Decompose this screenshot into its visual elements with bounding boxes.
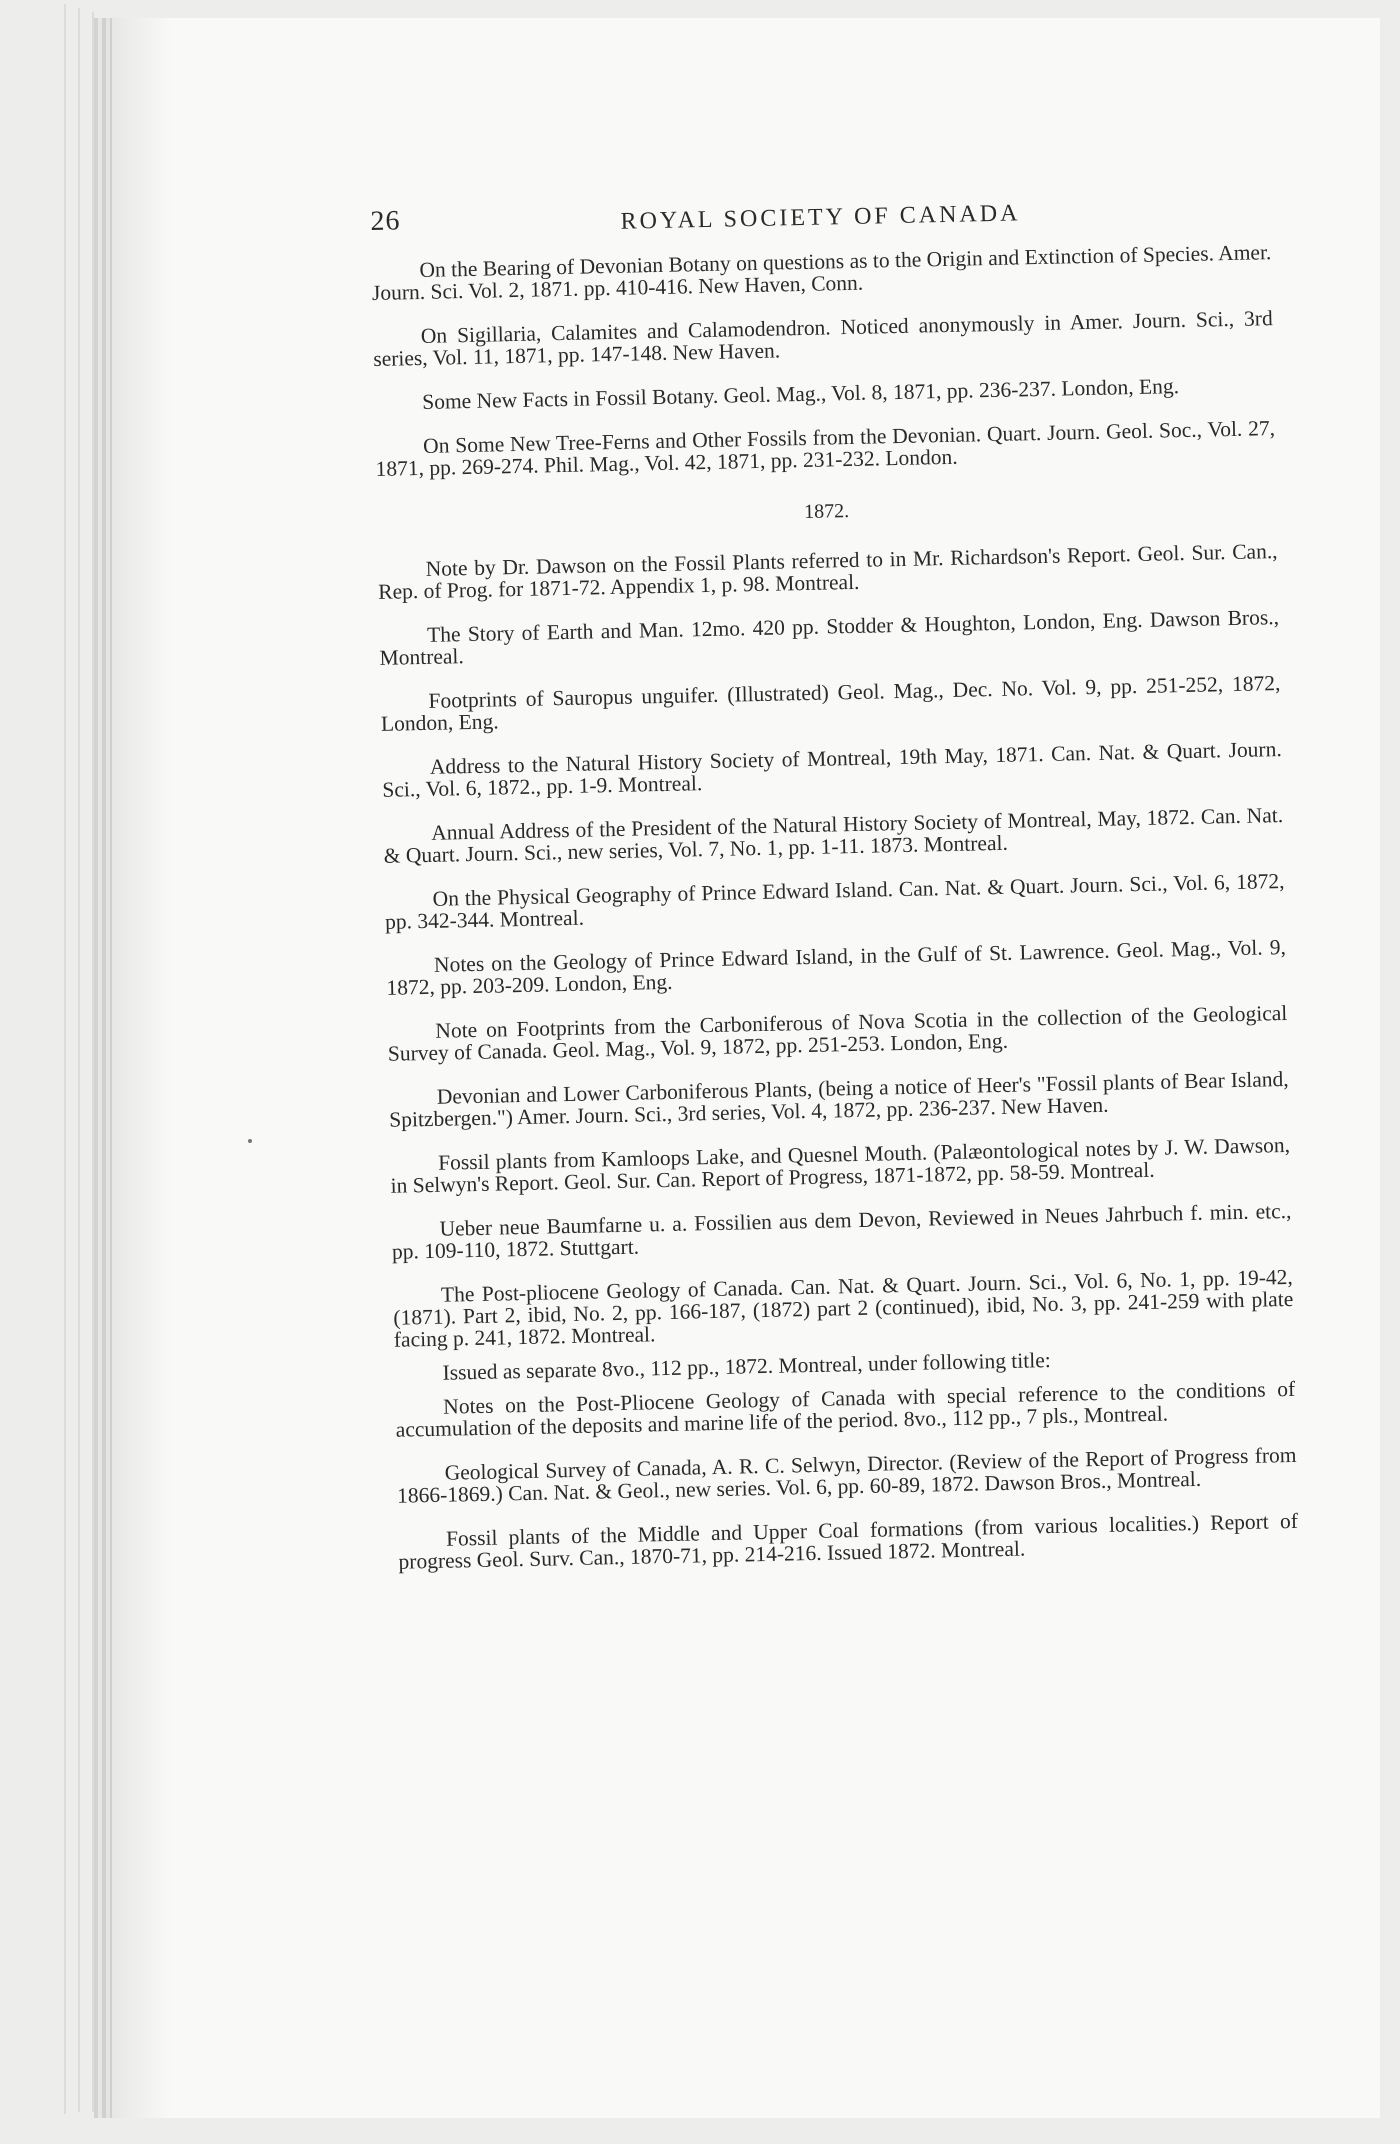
page-text [370,181,1299,1595]
bibliography-entry: Note by Dr. Dawson on the Fossil Plants referred to in Mr. Richardson's Report. Geol. Sur. Can., Rep. of Prog. for 1871-72. Appendix 1, p. 98. Montreal. [377,539,1278,604]
bibliography-entry: Note on Footprints from the Carboniferous of Nova Scotia in the collection of the Geological Survey of Canada. Geol. Mag., Vol. 9, 1872, pp. 251-253. London, Eng. [387,1000,1288,1066]
bibliography-entry: On the Bearing of Devonian Botany on questions as to the Origin and Extinction of Species. Amer. Journ. Sci. Vol. 2, 1871. pp. 410-416. New Haven, Conn. [371,240,1272,305]
bibliography-entry: Fossil plants from Kamloops Lake, and Quesnel Mouth. (Palæontological notes by J. W. Dawson, in Selwyn's Report. Geol. Sur. Can. Report of Progress, 1871-1872, pp. 58-59. Montreal. [390,1132,1291,1198]
bibliography-1871 [371,241,1275,480]
page-number: 26 [370,205,401,237]
bibliography-entry: The Post-pliocene Geology of Canada. Can. Nat. & Quart. Journ. Sci., Vol. 6, No. 1, pp. 19-42, (1871). Part 2, ibid, No. 2, pp. 166-187, (1872) part 2 (continued), ibid, No. 3, pp. 241-259 with plate facing p. 241, 1872. Montreal. [393,1264,1294,1352]
bibliography-entry: Annual Address of the President of the Natural History Society of Montreal, May, 1872. Can. Nat. & Quart. Journ. Sci., new series, Vol. 7, No. 1, pp. 1-11. 1873. Montreal. [383,803,1284,868]
bibliography-1872 [378,540,1299,1573]
page-edge [64,4,66,2114]
bibliography-entry: Ueber neue Baumfarne u. a. Fossilien aus dem Devon, Reviewed in Neues Jahrbuch f. min. etc., pp. 109-110, 1872. Stuttgart. [391,1198,1292,1264]
bibliography-entry: Some New Facts in Fossil Botany. Geol. Mag., Vol. 8, 1871, pp. 236-237. London, Eng. [421,374,1180,414]
bibliography-entry: Fossil plants of the Middle and Upper Coal formations (from various localities.) Report of progress Geol. Surv. Can., 1870-71, pp. 214-216. Issued 1872. Montreal. [398,1508,1299,1574]
page-edge [78,8,80,2112]
bibliography-entry: The Story of Earth and Man. 12mo. 420 pp. Stodder & Houghton, London, Eng. Dawson Bros., Montreal. [379,605,1280,670]
bibliography-entry: Notes on the Geology of Prince Edward Island, in the Gulf of St. Lawrence. Geol. Mag., Vol. 9, 1872, pp. 203-209. London, Eng. [386,934,1287,1000]
bibliography-entry: Geological Survey of Canada, A. R. C. Selwyn, Director. (Review of the Report of Progress from 1866-1869.) Can. Nat. & Geol., new series. Vol. 6, pp. 60-89, 1872. Dawson Bros., Montreal. [396,1442,1297,1508]
bibliography-entry: Issued as separate 8vo., 112 pp., 1872. Montreal, under following title: [442,1348,1051,1385]
year-heading: 1872. [803,500,850,523]
page-edge [92,12,94,2112]
margin-mark [248,1139,252,1143]
page-binding-shadow [112,18,172,2118]
bibliography-entry: Devonian and Lower Carboniferous Plants, (being a notice of Heer's "Fossil plants of Bear Island, Spitzbergen.") Amer. Journ. Sci., 3rd series, Vol. 4, 1872, pp. 236-237. New Haven. [389,1066,1289,1132]
bibliography-entry: On the Physical Geography of Prince Edward Island. Can. Nat. & Quart. Journ. Sci., Vol. 6, 1872, pp. 342-344. Montreal. [384,869,1285,934]
bibliography-entry: On Some New Tree-Ferns and Other Fossils from the Devonian. Quart. Journ. Geol. Soc., Vol. 27, 1871, pp. 269-274. Phil. Mag., Vol. 42, 1871, pp. 231-232. London. [375,416,1276,481]
bibliography-entry: Notes on the Post-Pliocene Geology of Canada with special reference to the conditions of accumulation of the deposits and marine life of the period. 8vo., 112 pp., 7 pls., Montreal. [395,1376,1296,1442]
running-head: ROYAL SOCIETY OF CANADA [620,200,1021,235]
bibliography-entry: On Sigillaria, Calamites and Calamodendron. Noticed anonymously in Amer. Journ. Sci., 3rd series, Vol. 11, 1871, pp. 147-148. New Haven. [373,306,1273,371]
bibliography-entry: Address to the Natural History Society of Montreal, 19th May, 1871. Can. Nat. & Quart. Journ. Sci., Vol. 6, 1872., pp. 1-9. Montreal. [382,737,1282,802]
bibliography-entry: Footprints of Sauropus unguifer. (Illustrated) Geol. Mag., Dec. No. Vol. 9, pp. 251-252, 1872, London, Eng. [380,671,1281,736]
